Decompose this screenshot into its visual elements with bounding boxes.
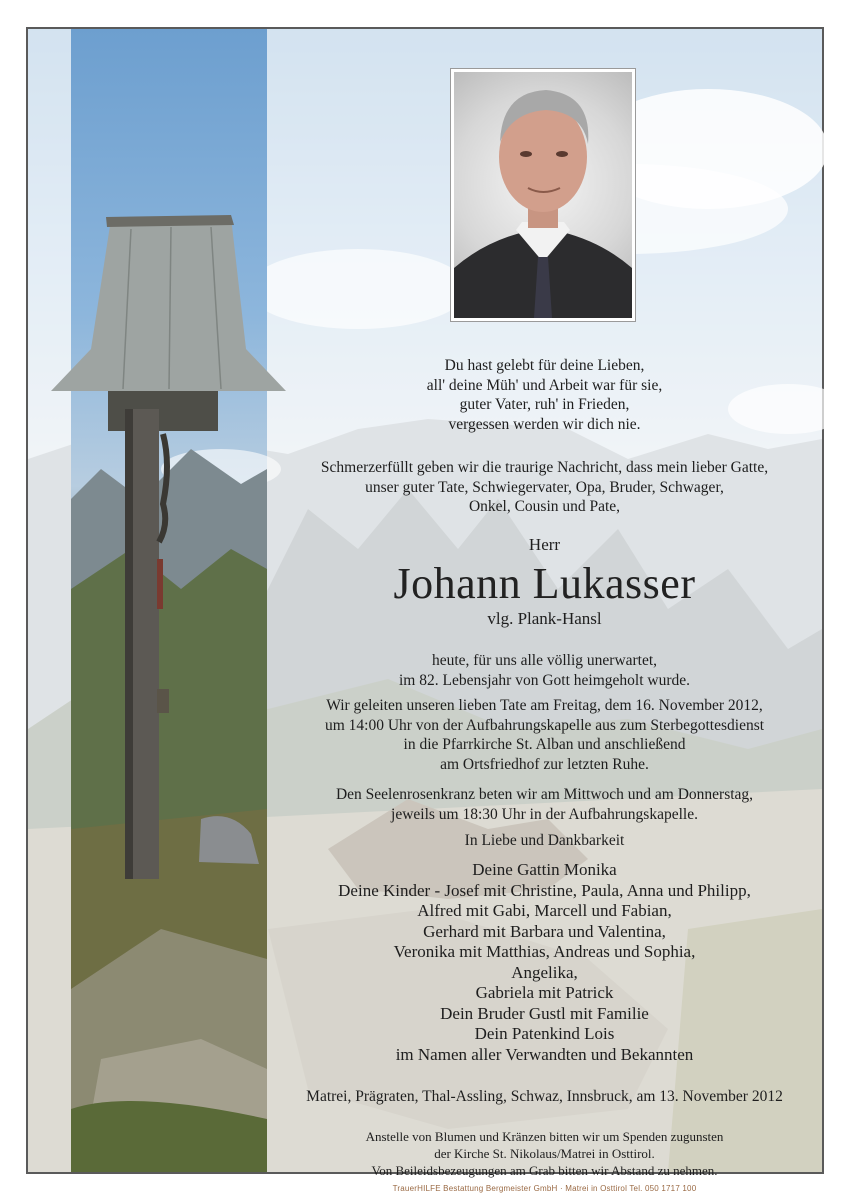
place-and-date: Matrei, Prägraten, Thal-Assling, Schwaz, Innsbruck, am 13. November 2012 [306,1088,783,1105]
mourners-list [267,860,822,1065]
deceased-name: Johann Lukasser [393,559,696,608]
footer-line: Anstelle von Blumen und Kränzen bitten wir um Spenden zugunsten [365,1129,724,1144]
memorial-verse [267,356,822,434]
mourner-line: Deine Kinder - Josef mit Christine, Paula, Anna und Philipp, [338,880,751,900]
death-notice-line: heute, für uns alle völlig unerwartet, [431,652,658,669]
verse-line: all' deine Müh' und Arbeit war für sie, [426,376,663,394]
mourner-line: Dein Bruder Gustl mit Familie [440,1003,649,1023]
mourner-line: Gerhard mit Barbara und Valentina, [423,921,666,941]
rosary-line: jeweils um 18:30 Uhr in der Aufbahrungskapelle. [391,805,698,823]
wayside-cross-photo [71,29,267,1172]
portrait-photo [454,72,632,318]
footer-line: der Kirche St. Nikolaus/Matrei in Osttirol. [434,1146,655,1161]
mourner-line: Veronika mit Matthias, Andreas und Sophia, [393,942,696,961]
intro-line: Onkel, Cousin und Pate, [468,498,621,515]
obituary-card [26,27,824,1193]
death-notice-line: im 82. Lebensjahr von Gott heimgeholt wurde. [399,671,690,689]
footer-notes [267,1128,822,1179]
funeral-details [267,696,822,774]
announcement-intro [267,458,822,517]
funeral-line: am Ortsfriedhof zur letzten Ruhe. [440,755,649,773]
intro-line: unser guter Tate, Schwiegervater, Opa, Bruder, Schwager, [365,478,724,496]
rosary-line: Den Seelenrosenkranz beten wir am Mittwoch und am Donnerstag, [335,786,754,803]
funeral-line: in die Pfarrkirche St. Alban und anschließend [403,736,686,753]
mourner-line: Alfred mit Gabi, Marcell und Fabian, [417,901,672,920]
mourner-line: Dein Patenkind Lois [474,1024,615,1043]
death-notice [267,651,822,690]
mourner-line: Deine Gattin Monika [472,860,617,879]
closing-phrase: In Liebe und Dankbarkeit [464,832,625,849]
portrait-photo-frame [450,68,636,322]
intro-line: Schmerzerfüllt geben wir die traurige Nachricht, dass mein lieber Gatte, [320,459,769,476]
funeral-line: um 14:00 Uhr von der Aufbahrungskapelle aus zum Sterbegottesdienst [324,716,765,734]
vulgo-name: vlg. Plank-Hansl [487,609,602,628]
salutation: Herr [528,535,561,554]
funeral-line: Wir geleiten unseren lieben Tate am Freitag, dem 16. November 2012, [326,697,763,714]
rosary-details [267,785,822,824]
mourner-line: im Namen aller Verwandten und Bekannten [395,1044,694,1064]
verse-line: guter Vater, ruh' in Frieden, [459,396,630,413]
mourner-line: Gabriela mit Patrick [475,983,614,1002]
verse-line: Du hast gelebt für deine Lieben, [444,357,645,374]
mourner-line: Angelika, [511,962,578,982]
verse-line: vergessen werden wir dich nie. [448,415,641,433]
funeral-home-imprint: TrauerHILFE Bestattung Bergmeister GmbH · Matrei in Osttirol Tel. 050 1717 100 [392,1184,697,1193]
footer-line: Von Beileidsbezeugungen am Grab bitten wir Abstand zu nehmen. [371,1163,718,1178]
